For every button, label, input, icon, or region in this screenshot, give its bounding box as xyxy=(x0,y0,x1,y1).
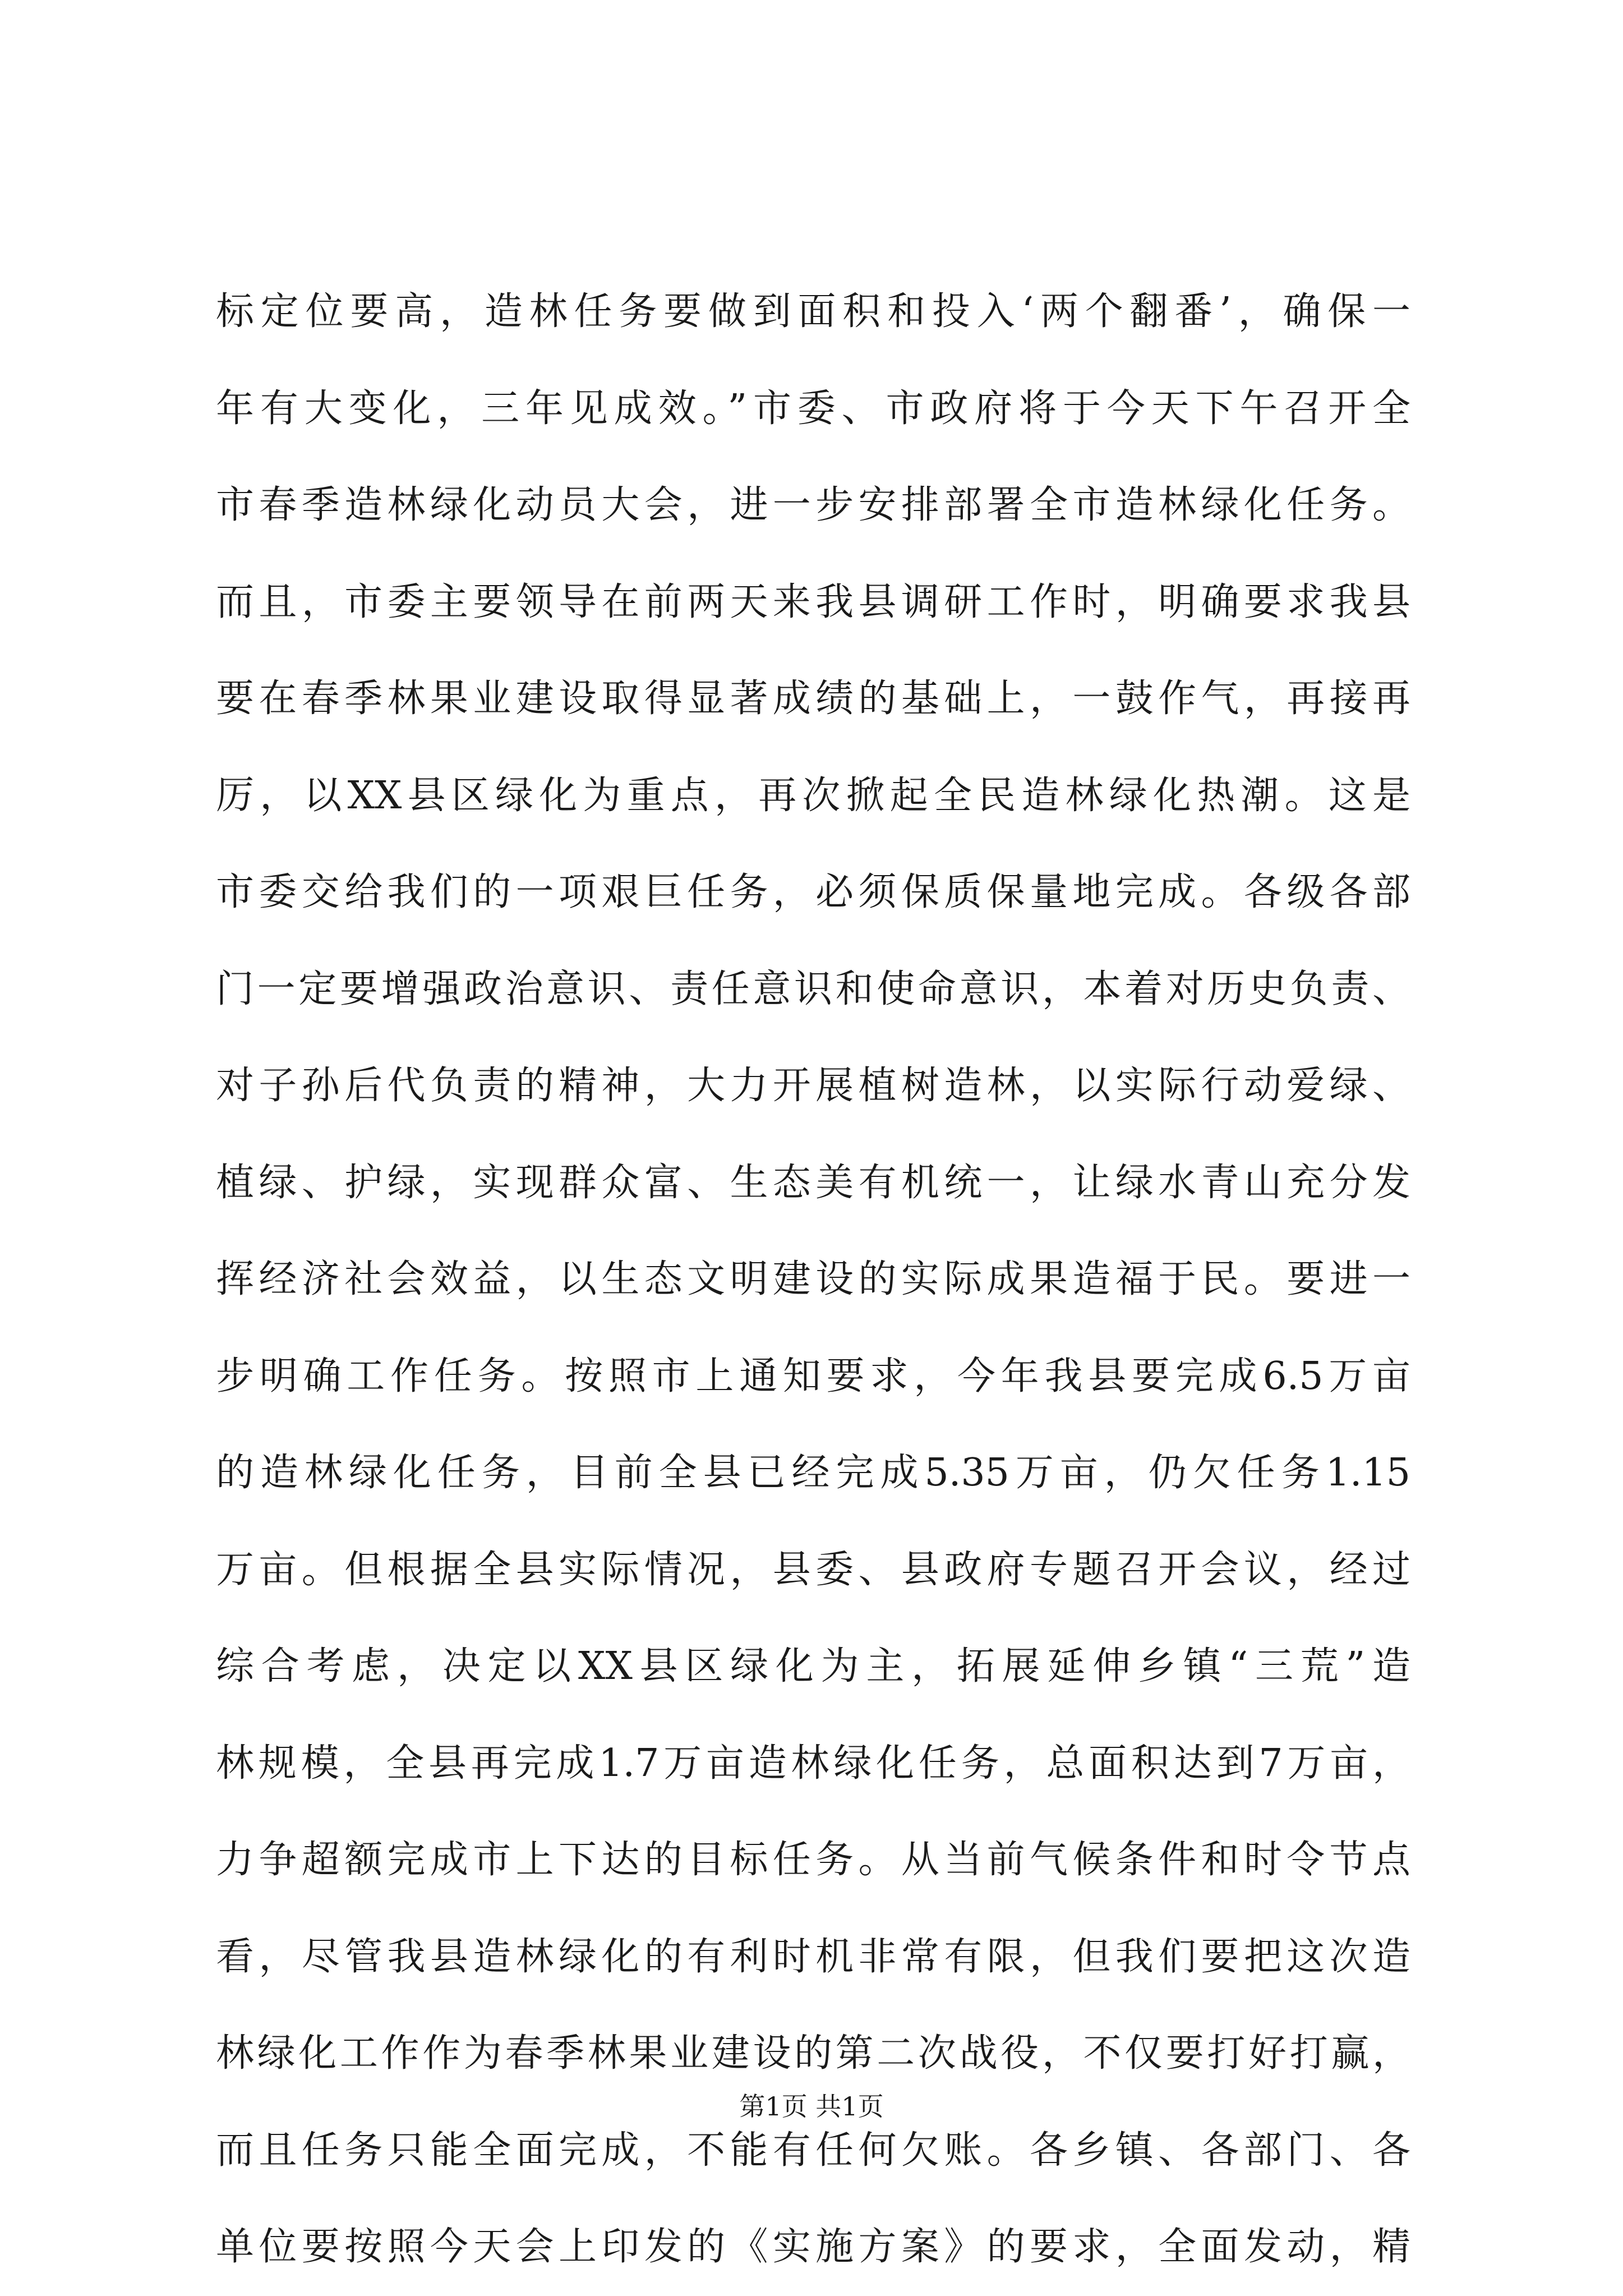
page-number: 第1页 共1页 xyxy=(739,2091,884,2122)
text-line: 植绿、护绿，实现群众富、生态美有机统一，让绿水青山充分发 xyxy=(216,1160,1410,1205)
text-line: 市春季造林绿化动员大会，进一步安排部署全市造林绿化任务。 xyxy=(216,483,1410,527)
text-line: 单位要按照今天会上印发的《实施方案》的要求，全面发动，精 xyxy=(216,2225,1410,2269)
text-line: 万亩。但根据全县实际情况，县委、县政府专题召开会议，经过 xyxy=(216,1547,1410,1592)
text-line: 而且，市委主要领导在前两天来我县调研工作时，明确要求我县 xyxy=(216,579,1410,624)
text-line: 挥经济社会效益，以生态文明建设的实际成果造福于民。要进一 xyxy=(216,1257,1410,1301)
text-line: 标定位要高，造林任务要做到面积和投入‘两个翻番’，确保一 xyxy=(216,289,1410,334)
text-line: 看，尽管我县造林绿化的有利时机非常有限，但我们要把这次造 xyxy=(216,1934,1410,1979)
text-line: 步明确工作任务。按照市上通知要求，今年我县要完成6.5万亩 xyxy=(216,1354,1410,1398)
text-line: 市委交给我们的一项艰巨任务，必须保质保量地完成。各级各部 xyxy=(216,870,1410,914)
text-line: 而且任务只能全面完成，不能有任何欠账。各乡镇、各部门、各 xyxy=(216,2128,1410,2173)
text-line: 的造林绿化任务，目前全县已经完成5.35万亩，仍欠任务1.15 xyxy=(216,1451,1410,1495)
text-line: 林绿化工作作为春季林果业建设的第二次战役，不仅要打好打赢， xyxy=(216,2031,1410,2076)
text-line: 综合考虑，决定以XX县区绿化为主，拓展延伸乡镇“三荒”造 xyxy=(216,1644,1410,1688)
page-footer xyxy=(0,2090,1623,2123)
text-line: 年有大变化，三年见成效。”市委、市政府将于今天下午召开全 xyxy=(216,386,1410,431)
text-line: 对子孙后代负责的精神，大力开展植树造林，以实际行动爱绿、 xyxy=(216,1064,1410,1108)
text-line: 林规模，全县再完成1.7万亩造林绿化任务，总面积达到7万亩， xyxy=(216,1741,1410,1786)
text-line: 要在春季林果业建设取得显著成绩的基础上，一鼓作气，再接再 xyxy=(216,677,1410,721)
body-text xyxy=(216,264,1410,2296)
text-line: 门一定要增强政治意识、责任意识和使命意识，本着对历史负责、 xyxy=(216,967,1410,1011)
text-line: 厉，以XX县区绿化为重点，再次掀起全民造林绿化热潮。这是 xyxy=(216,773,1410,818)
text-line: 力争超额完成市上下达的目标任务。从当前气候条件和时令节点 xyxy=(216,1838,1410,1882)
